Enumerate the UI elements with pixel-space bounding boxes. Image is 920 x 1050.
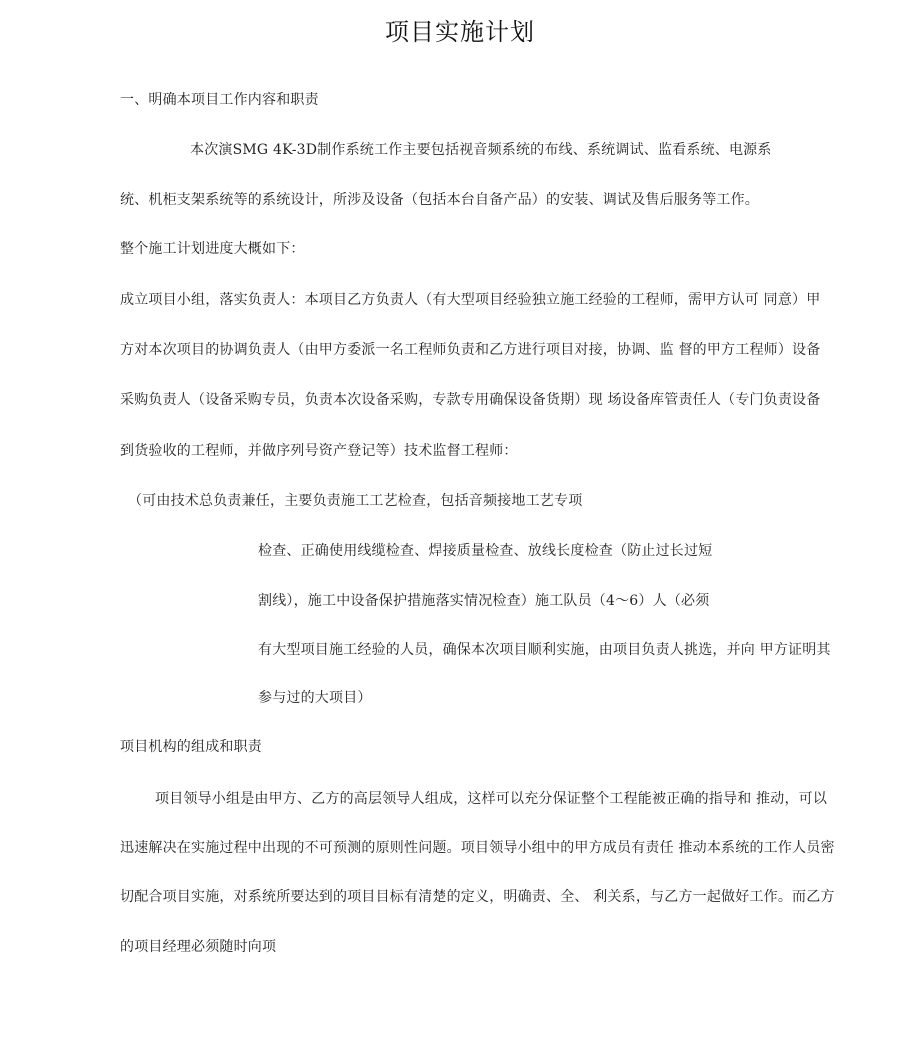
indented-line: 检查、正确使用线缆检查、焊接质量检查、放线长度检查（防止过长过短	[258, 543, 713, 559]
paragraph-line: 方对本次项目的协调负责人（由甲方委派一名工程师负责和乙方进行项目对接，协调、监 督的甲方工程师）设备	[120, 342, 821, 358]
paragraph-line: 整个施工计划进度大概如下：	[120, 241, 305, 257]
paragraph-line: 切配合项目实施，对系统所要达到的项目目标有清楚的定义，明确责、全、 利关系，与乙方一起做好工作。而乙方	[120, 889, 835, 905]
paragraph-line: 项目领导小组是由甲方、乙方的高层领导人组成，这样可以充分保证整个工程能被正确的指导和 推动，可以	[155, 791, 828, 807]
paragraph-line: 成立项目小组，落实负责人：本项目乙方负责人（有大型项目经验独立施工经验的工程师，需甲方认可 同意）甲	[120, 292, 821, 308]
indented-line: 参与过的大项目）	[258, 690, 372, 706]
paragraph-line: （可由技术总负责兼任，主要负责施工工艺检查，包括音频接地工艺专项	[128, 493, 583, 509]
paragraph-line: 采购负责人（设备采购专员，负责本次设备采购，专款专用确保设备货期）现 场设备库管责任人（专门负责设备	[120, 392, 821, 408]
paragraph-line: 到货验收的工程师，并做序列号资产登记等）技术监督工程师：	[120, 443, 518, 459]
indented-line: 割线），施工中设备保护措施落实情况检查）施工队员（4～6）人（必须	[258, 593, 710, 609]
paragraph-line: 统、机柜支架系统等的系统设计，所涉及设备（包括本台自备产品）的安装、调试及售后服务等工作。	[120, 192, 759, 208]
section-heading: 一、明确本项目工作内容和职责	[120, 92, 319, 108]
paragraph-line: 的项目经理必须随时向项	[120, 939, 277, 955]
document-title: 项目实施计划	[385, 18, 535, 46]
paragraph-line: 迅速解决在实施过程中出现的不可预测的原则性问题。项目领导小组中的甲方成员有责任 推动本系统的工作人员密	[120, 840, 835, 856]
indented-line: 有大型项目施工经验的人员，确保本次项目顺利实施，由项目负责人挑选，并向 甲方证明其	[258, 642, 831, 658]
paragraph-line: 本次演SMG 4K-3D制作系统工作主要包括视音频系统的布线、系统调试、监看系统、电源系	[190, 142, 772, 158]
section-heading: 项目机构的组成和职责	[120, 739, 262, 755]
